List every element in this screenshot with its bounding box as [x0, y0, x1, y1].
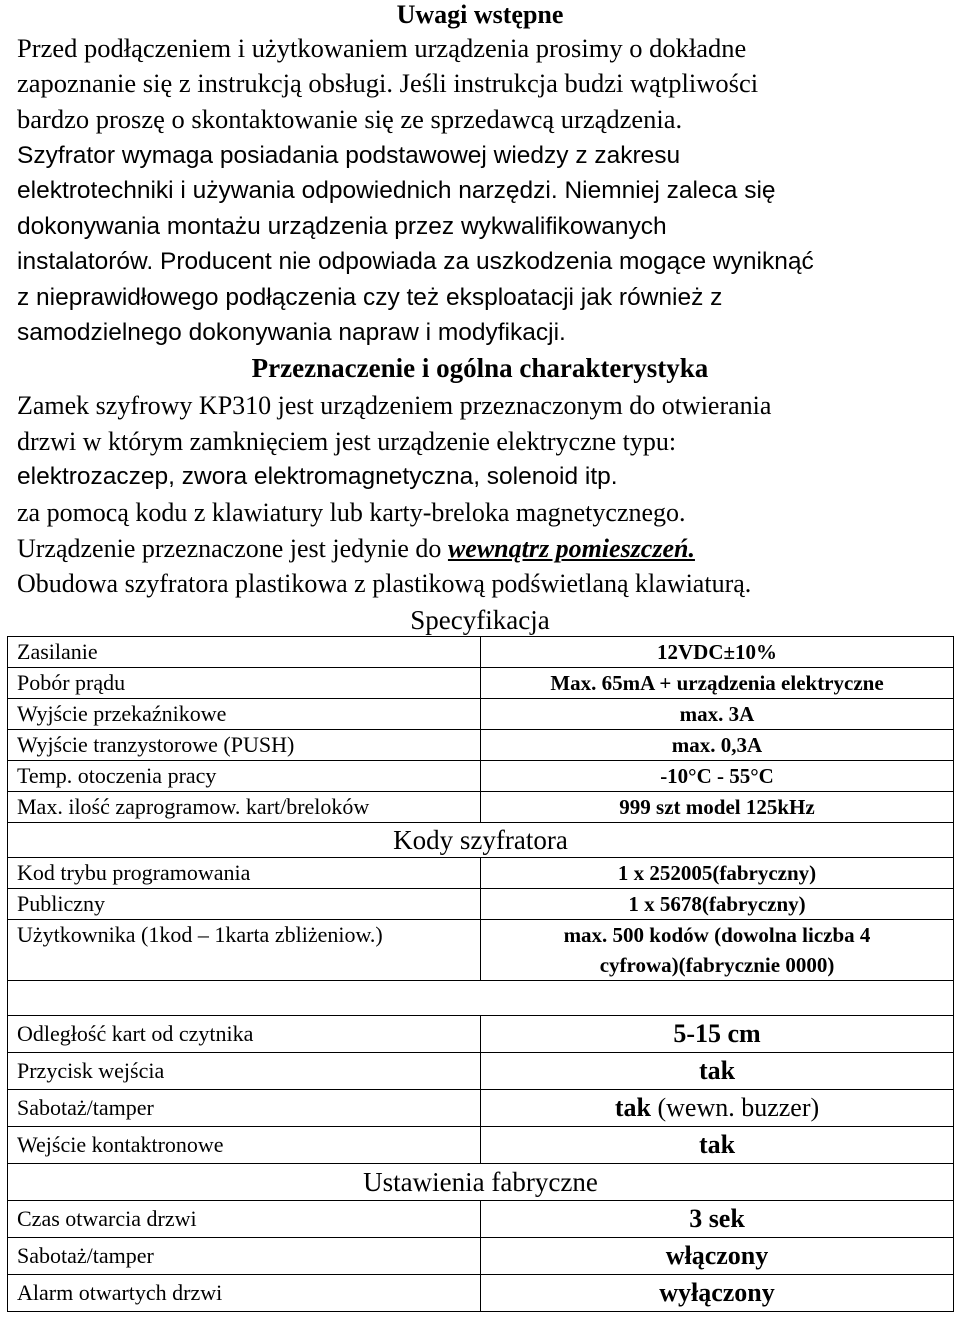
- empty-cell: [8, 981, 954, 1016]
- indoor-emphasis: wewnątrz pomieszczeń.: [447, 534, 695, 563]
- spec-row: [8, 699, 954, 730]
- spec-label: Wyjście tranzystorowe (PUSH): [8, 730, 481, 761]
- feature-value-bold: tak: [614, 1093, 651, 1122]
- codes-header-row: [8, 823, 954, 858]
- codes-label: Kod trybu programowania: [8, 858, 481, 889]
- codes-value-line: cyfrowa)(fabrycznie 0000): [599, 953, 835, 977]
- feature-row: [8, 1053, 954, 1090]
- intro-line: Przed podłączeniem i użytkowaniem urządzenia prosimy o dokładne: [17, 33, 747, 63]
- feature-label: Sabotaż/tamper: [8, 1090, 481, 1127]
- feature-value-rest: (wewn. buzzer): [650, 1093, 820, 1122]
- factory-value: wyłączony: [481, 1275, 954, 1312]
- feature-row: [8, 1016, 954, 1053]
- feature-label: Odległość kart od czytnika: [8, 1016, 481, 1053]
- spec-row: [8, 792, 954, 823]
- codes-title: Kody szyfratora: [8, 823, 954, 858]
- feature-value: [481, 1090, 954, 1127]
- codes-value-line: max. 500 kodów (dowolna liczba 4: [563, 923, 871, 947]
- spec-value: max. 0,3A: [481, 730, 954, 761]
- feature-label: Wejście kontaktronowe: [8, 1127, 481, 1164]
- spec-value: max. 3A: [481, 699, 954, 730]
- factory-row: [8, 1238, 954, 1275]
- factory-value: włączony: [481, 1238, 954, 1275]
- codes-row: [8, 858, 954, 889]
- spec-label: Zasilanie: [8, 637, 481, 668]
- purpose-line: elektrozaczep, zwora elektromagnetyczna, solenoid itp.: [17, 463, 618, 490]
- intro-title: Uwagi wstępne: [396, 0, 564, 29]
- codes-value: 1 x 5678(fabryczny): [481, 889, 954, 920]
- spec-table: [7, 636, 954, 1312]
- empty-row: [8, 981, 954, 1016]
- spec-value: 999 szt model 125kHz: [481, 792, 954, 823]
- codes-label: Publiczny: [8, 889, 481, 920]
- intro-line: elektrotechniki i używania odpowiednich narzędzi. Niemniej zaleca się: [17, 177, 776, 204]
- intro-line: bardzo proszę o skontaktowanie się ze sprzedawcą urządzenia.: [17, 104, 683, 134]
- spec-value: 12VDC±10%: [481, 637, 954, 668]
- codes-label: Użytkownika (1kod – 1karta zbliżeniow.): [8, 920, 481, 981]
- feature-value: 5-15 cm: [481, 1016, 954, 1053]
- feature-row: [8, 1090, 954, 1127]
- codes-value-multiline: [481, 920, 954, 981]
- spec-row: [8, 637, 954, 668]
- intro-line: dokonywania montażu urządzenia przez wykwalifikowanych: [17, 213, 667, 240]
- intro-line: zapoznanie się z instrukcją obsługi. Jeśli instrukcja budzi wątpliwości: [17, 68, 759, 98]
- spec-row: [8, 761, 954, 792]
- purpose-line-indoor: [17, 531, 695, 567]
- purpose-line: za pomocą kodu z klawiatury lub karty-breloka magnetycznego.: [17, 498, 686, 527]
- purpose-line: drzwi w którym zamknięciem jest urządzenie elektryczne typu:: [17, 427, 677, 456]
- codes-row: [8, 889, 954, 920]
- feature-label: Przycisk wejścia: [8, 1053, 481, 1090]
- purpose-line: Zamek szyfrowy KP310 jest urządzeniem przeznaczonym do otwierania: [17, 391, 772, 420]
- codes-value: 1 x 252005(fabryczny): [481, 858, 954, 889]
- codes-row: [8, 920, 954, 981]
- factory-label: Sabotaż/tamper: [8, 1238, 481, 1275]
- feature-value: tak: [481, 1053, 954, 1090]
- spec-label: Wyjście przekaźnikowe: [8, 699, 481, 730]
- spec-row: [8, 668, 954, 699]
- factory-row: [8, 1275, 954, 1312]
- intro-line: Szyfrator wymaga posiadania podstawowej wiedzy z zakresu: [17, 142, 681, 169]
- intro-line: instalatorów. Producent nie odpowiada za uszkodzenia mogące wyniknąć: [17, 248, 814, 275]
- feature-row: [8, 1127, 954, 1164]
- factory-header-row: [8, 1164, 954, 1201]
- spec-value: -10°C - 55°C: [481, 761, 954, 792]
- spec-row: [8, 730, 954, 761]
- factory-row: [8, 1201, 954, 1238]
- purpose-title: Przeznaczenie i ogólna charakterystyka: [251, 353, 709, 383]
- spec-label: Temp. otoczenia pracy: [8, 761, 481, 792]
- factory-label: Czas otwarcia drzwi: [8, 1201, 481, 1238]
- intro-line: z nieprawidłowego podłączenia czy też eksploatacji jak również z: [17, 284, 723, 311]
- spec-label: Pobór prądu: [8, 668, 481, 699]
- spec-label: Max. ilość zaprogramow. kart/breloków: [8, 792, 481, 823]
- factory-value: 3 sek: [481, 1201, 954, 1238]
- purpose-line: Obudowa szyfratora plastikowa z plastikową podświetlaną klawiaturą.: [17, 569, 752, 598]
- feature-value: tak: [481, 1127, 954, 1164]
- factory-title: Ustawienia fabryczne: [8, 1164, 954, 1201]
- spec-title: Specyfikacja: [410, 605, 550, 635]
- spec-value: Max. 65mA + urządzenia elektryczne: [481, 668, 954, 699]
- intro-line: samodzielnego dokonywania napraw i modyfikacji.: [17, 319, 566, 346]
- purpose-line-prefix: Urządzenie przeznaczone jest jedynie do: [17, 534, 448, 563]
- factory-label: Alarm otwartych drzwi: [8, 1275, 481, 1312]
